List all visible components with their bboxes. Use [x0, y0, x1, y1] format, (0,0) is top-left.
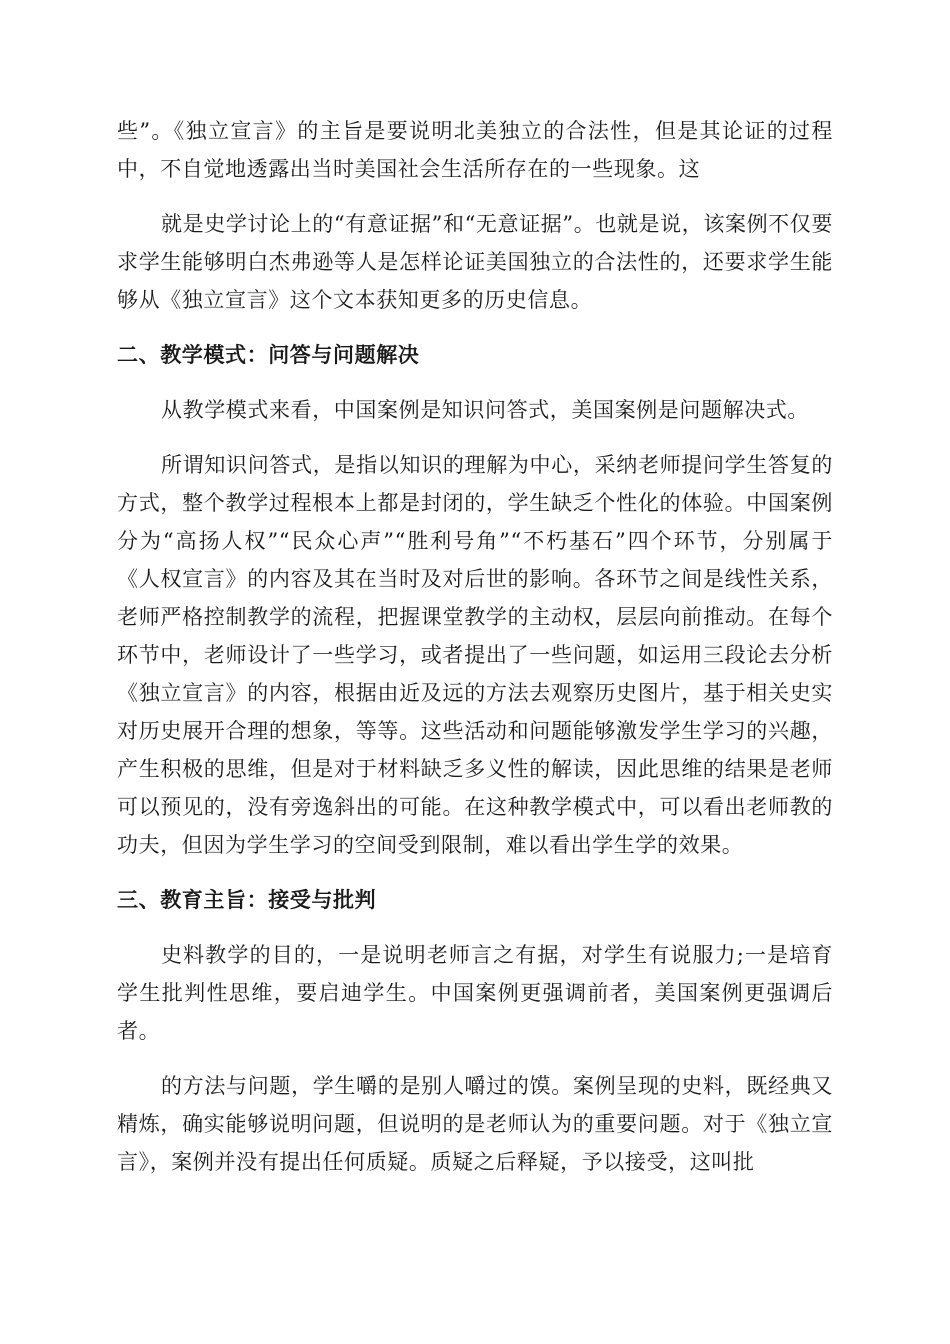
section-heading-teaching-mode: 二、教学模式：问答与问题解决 [117, 342, 420, 367]
paragraph-method-critique: 的方法与问题，学生嚼的是别人嚼过的馍。案例呈现的史料，既经典又精炼，确实能够说明问题，但说明的是老师认为的重要问题。对于《独立宣言》，案例并没有提出任何质疑。质疑之后释疑，予以接受，这叫批 [117, 1074, 833, 1174]
paragraph-knowledge-qa: 所谓知识问答式，是指以知识的理解为中心，采纳老师提问学生答复的方式，整个教学过程根本上都是封闭的，学生缺乏个性化的体验。中国案例分为“高扬人权”“民众心声”“胜利号角”“不朽基石”四个环节，分别属于《人权宣言》的内容及其在当时及对后世的影响。各环节之间是线性关系，老师严格控制教学的流程，把握课堂教学的主动权，层层向前推动。在每个环节中，老师设计了一些学习，或者提出了一些问题，如运用三段论去分析《独立宣言》的内容，根据由近及远的方法去观察历史图片，基于相关史实对历史展开合理的想象，等等。这些活动和问题能够激发学生学习的兴趣，产生积极的思维，但是对于材料缺乏多义性的解读，因此思维的结果是老师可以预见的，没有旁逸斜出的可能。在这种教学模式中，可以看出老师教的功夫，但因为学生学习的空间受到限制，难以看出学生学的效果。 [117, 453, 833, 857]
paragraph-mode-summary: 从教学模式来看，中国案例是知识问答式，美国案例是问题解决式。 [161, 398, 809, 422]
document-page [117, 112, 833, 1181]
paragraph-teaching-purpose: 史料教学的目的，一是说明老师言之有据，对学生有说服力;一是培育学生批判性思维，要启迪学生。中国案例更强调前者，美国案例更强调后者。 [117, 943, 833, 1043]
paragraph-evidence-types: 就是史学讨论上的“有意证据”和“无意证据”。也就是说，该案例不仅要求学生能够明白杰弗逊等人是怎样论证美国独立的合法性的，还要求学生能够从《独立宣言》这个文本获知更多的历史信息。 [117, 212, 833, 312]
paragraph-independence-purpose: 些”。《独立宣言》的主旨是要说明北美独立的合法性，但是其论证的过程中，不自觉地透露出当时美国社会生活所存在的一些现象。这 [117, 119, 833, 181]
section-heading-education-purpose: 三、教育主旨：接受与批判 [117, 887, 377, 912]
